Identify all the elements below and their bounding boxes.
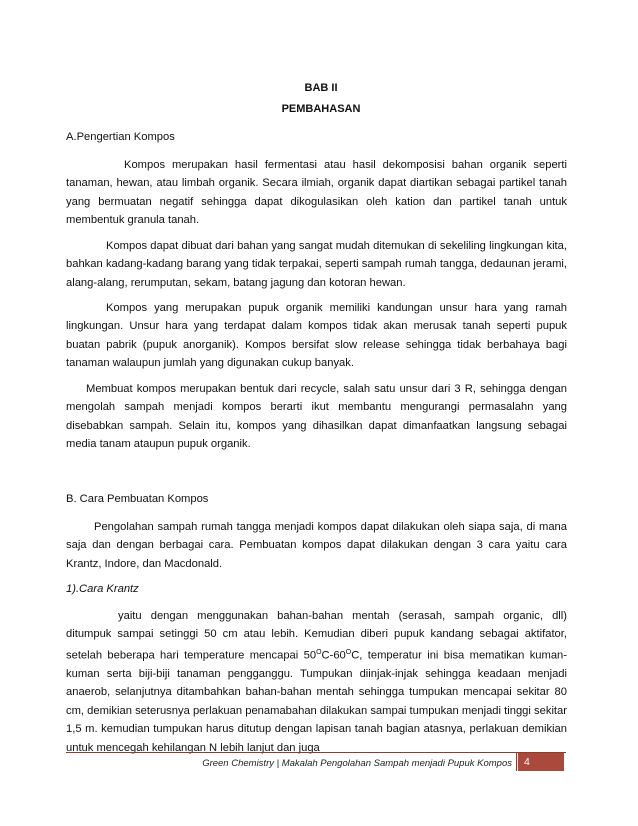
section-a-paragraph-3: Kompos yang merupakan pupuk organik memiliki kandungan unsur hara yang ramah lingkungan. Unsur hara yang terdapat dalam kompos tidak akan merusak tanah seperti pupuk buatan pabrik (pupuk anorganik). Kompos bersifat slow release sehingga tidak berbahaya bagi tanaman walaupun jumlah yang digunakan cukup banyak. (66, 302, 567, 370)
page-number: 4 (518, 753, 564, 771)
section-a-paragraph-4: Membuat kompos merupakan bentuk dari recycle, salah satu unsur dari 3 R, sehingga dengan mengolah sampah menjadi kompos berarti ikut membantu mengurangi permasalahn yang disebabkan sampah. Selain itu, kompos yang dihasilkan dapat dimanfaatkan langsung sebagai media tanam ataupun pupuk organik. (66, 383, 567, 451)
section-b-paragraph-2: yaitu dengan menggunakan bahan-bahan mentah (serasah, sampah organic, dll) ditumpuk sampai setinggi 50 cm atau lebih. Kemudian diberi pupuk kandang sebagai aktifator, setelah beberapa hari temperature mencapai $50^OC-60^OC$, temperatur ini bisa mematikan kuman-kuman serta biji-biji tanaman pengganggu. Tumpukan diinjak-injak sehingga keadaan menjadi anaerob, selanjutnya ditambahkan bahan-bahan mentah sehingga tumpukan mencapai sekitar 80 cm, demikian seterusnya perlakuan penamabahan dilakukan sampai tumpukan menjadi tinggi sekitar 1,5 m. kemudian tumpukan harus ditutup dengan lapisan tanah bagian atasnya, perlakuan demikian untuk mencegah kehilangan N lebih lanjut dan juga (66, 610, 568, 754)
section-b-paragraph-1: Pengolahan sampah rumah tangga menjadi kompos dapat dilakukan oleh siapa saja, di mana saja dan dengan berbagai cara. Pembuatan kompos dapat dilakukan dengan 3 cara yaitu cara Krantz, Indore, dan Macdonald. (66, 521, 567, 570)
footer-rule (66, 752, 566, 753)
chapter-label: BAB II (304, 82, 338, 94)
section-a-paragraph-2: Kompos dapat dibuat dari bahan yang sangat mudah ditemukan di sekeliling lingkungan kita, bahkan kadang-kadang barang yang tidak terpakai, seperti sampah rumah tangga, dedaunan jerami, alang-alang, rerumputan, sekam, batang jagung dan kotoran hewan. (66, 240, 567, 289)
footer-separator (516, 753, 517, 771)
section-a-heading: A.Pengertian Kompos (66, 131, 175, 143)
sub-heading-cara-krantz: 1).Cara Krantz (66, 583, 139, 595)
footer-text: Green Chemistry | Makalah Pengolahan Sampah menjadi Pupuk Kompos (202, 758, 512, 769)
section-a-paragraph-1: Kompos merupakan hasil fermentasi atau hasil dekomposisi bahan organik seperti tanaman, hewan, atau limbah organik. Secara ilmiah, organik dapat diartikan sebagai partikel tanah yang bermuatan negatif sehingga dapat dikogulasikan oleh kation dan partikel tanah untuk membentuk granula tanah. (66, 159, 567, 227)
page-title: PEMBAHASAN (281, 103, 361, 115)
section-b-heading: B. Cara Pembuatan Kompos (66, 493, 209, 505)
